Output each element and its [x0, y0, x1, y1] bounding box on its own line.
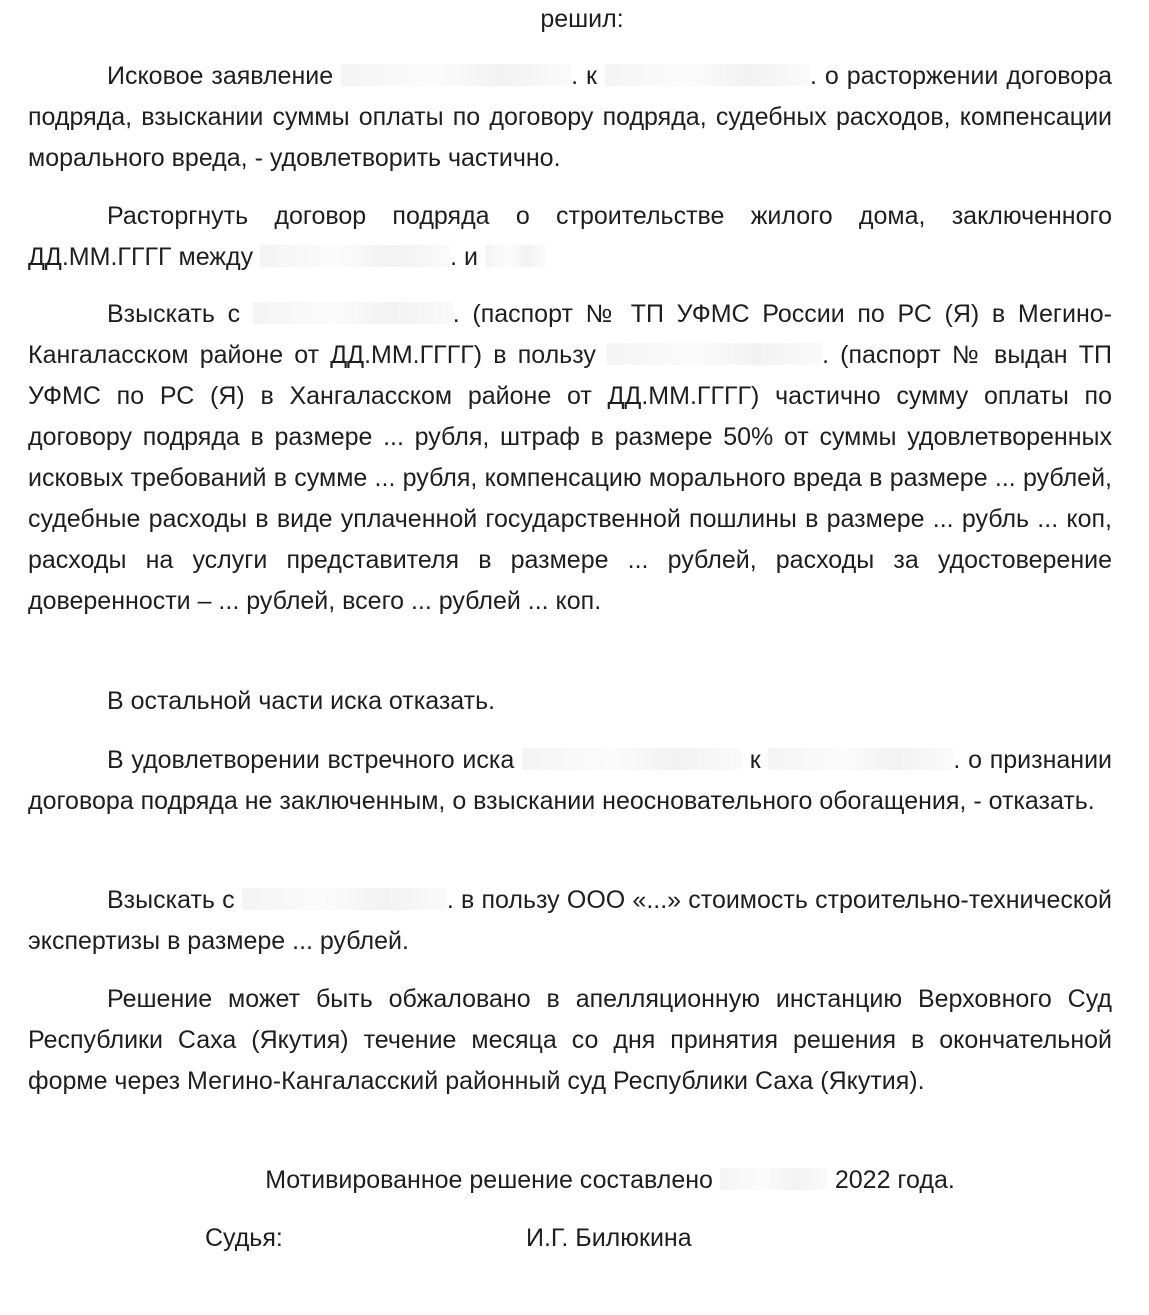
counterclaim-text-against: к — [749, 746, 761, 774]
paragraph-appeal: Решение может быть обжаловано в апелляционную инстанцию Верховного Суд Республики Саха (Якутия) течение месяца со дня принятия решения в окончательной форме через Мегино-Кангаласский районный суд Республики Саха (Якутия). — [28, 985, 1112, 1095]
recover-text-start: Взыскать с — [107, 300, 241, 328]
counterclaim-text-rest: . о признании договора подряда не заключенным, о взыскании неосновательного обогащения, - отказать. — [28, 746, 1113, 815]
recover-text-rest: . (паспорт № выдан ТП УФМС по РС (Я) в Хангаласском районе от ДД.ММ.ГГГГ) частично сумму оплаты по договору подряда в размере ... рубля, штраф в размере 50% от суммы удовлетворенных исковых требований в сумме ... рубля, компенсацию морального вреда в размере ... рублей, судебные расходы в виде уплаченной государственной пошлины в размере ... рубль ... коп, расходы на услуги представителя в размере ... рублей, расходы за удостоверение доверенности – ... рублей, всего ... рублей ... коп. — [28, 341, 1112, 615]
paragraph-terminate — [28, 196, 1112, 278]
redacted-plaintiff-name — [341, 64, 571, 86]
redacted-payer-name — [242, 888, 447, 910]
claim-text-rest: . о расторжении договора подряда, взыскании суммы оплаты по договору подряда, судебных расходов, компенсации морального вреда, - удовлетворить частично. — [28, 62, 1112, 172]
expertise-text-rest: . в пользу ООО «...» стоимость строительно-технической экспертизы в размере ... рублей. — [28, 886, 1113, 955]
redacted-party-one — [260, 245, 450, 267]
redacted-counter-plaintiff — [522, 748, 742, 770]
redacted-date — [720, 1168, 828, 1190]
redacted-counter-defendant — [768, 748, 953, 770]
paragraph-deny-rest: В остальной части иска отказать. — [107, 687, 496, 715]
redacted-debtor-name — [253, 302, 453, 324]
paragraph-claim — [28, 56, 1112, 179]
motivated-decision-line — [28, 1160, 1149, 1201]
motivated-text-year: 2022 года. — [834, 1166, 955, 1194]
paragraph-recover — [28, 294, 1112, 622]
decision-heading: решил: — [540, 5, 624, 33]
redacted-party-two — [485, 245, 545, 267]
counterclaim-text-start: В удовлетворении встречного иска — [107, 746, 515, 774]
terminate-text-and: . и — [450, 243, 478, 271]
judge-label: Судья: — [205, 1224, 283, 1252]
judge-name: И.Г. Билюкина — [526, 1224, 692, 1252]
claim-text-against: . к — [571, 62, 597, 90]
claim-text-start: Исковое заявление — [107, 62, 334, 90]
paragraph-expertise-cost — [28, 880, 1112, 962]
paragraph-counterclaim — [28, 740, 1112, 822]
terminate-text-start: Расторгнуть договор подряда о строительстве жилого дома, заключенного ДД.ММ.ГГГГ между — [28, 202, 1112, 271]
recover-text-middle: . (паспорт № ТП УФМС России по РС (Я) в Мегино-Кангаласском районе от ДД.ММ.ГГГГ) в пользу — [28, 300, 1112, 369]
motivated-text-start: Мотивированное решение составлено — [265, 1166, 713, 1194]
redacted-defendant-name — [605, 64, 810, 86]
expertise-text-start: Взыскать с — [107, 886, 235, 914]
redacted-creditor-name — [607, 343, 822, 365]
